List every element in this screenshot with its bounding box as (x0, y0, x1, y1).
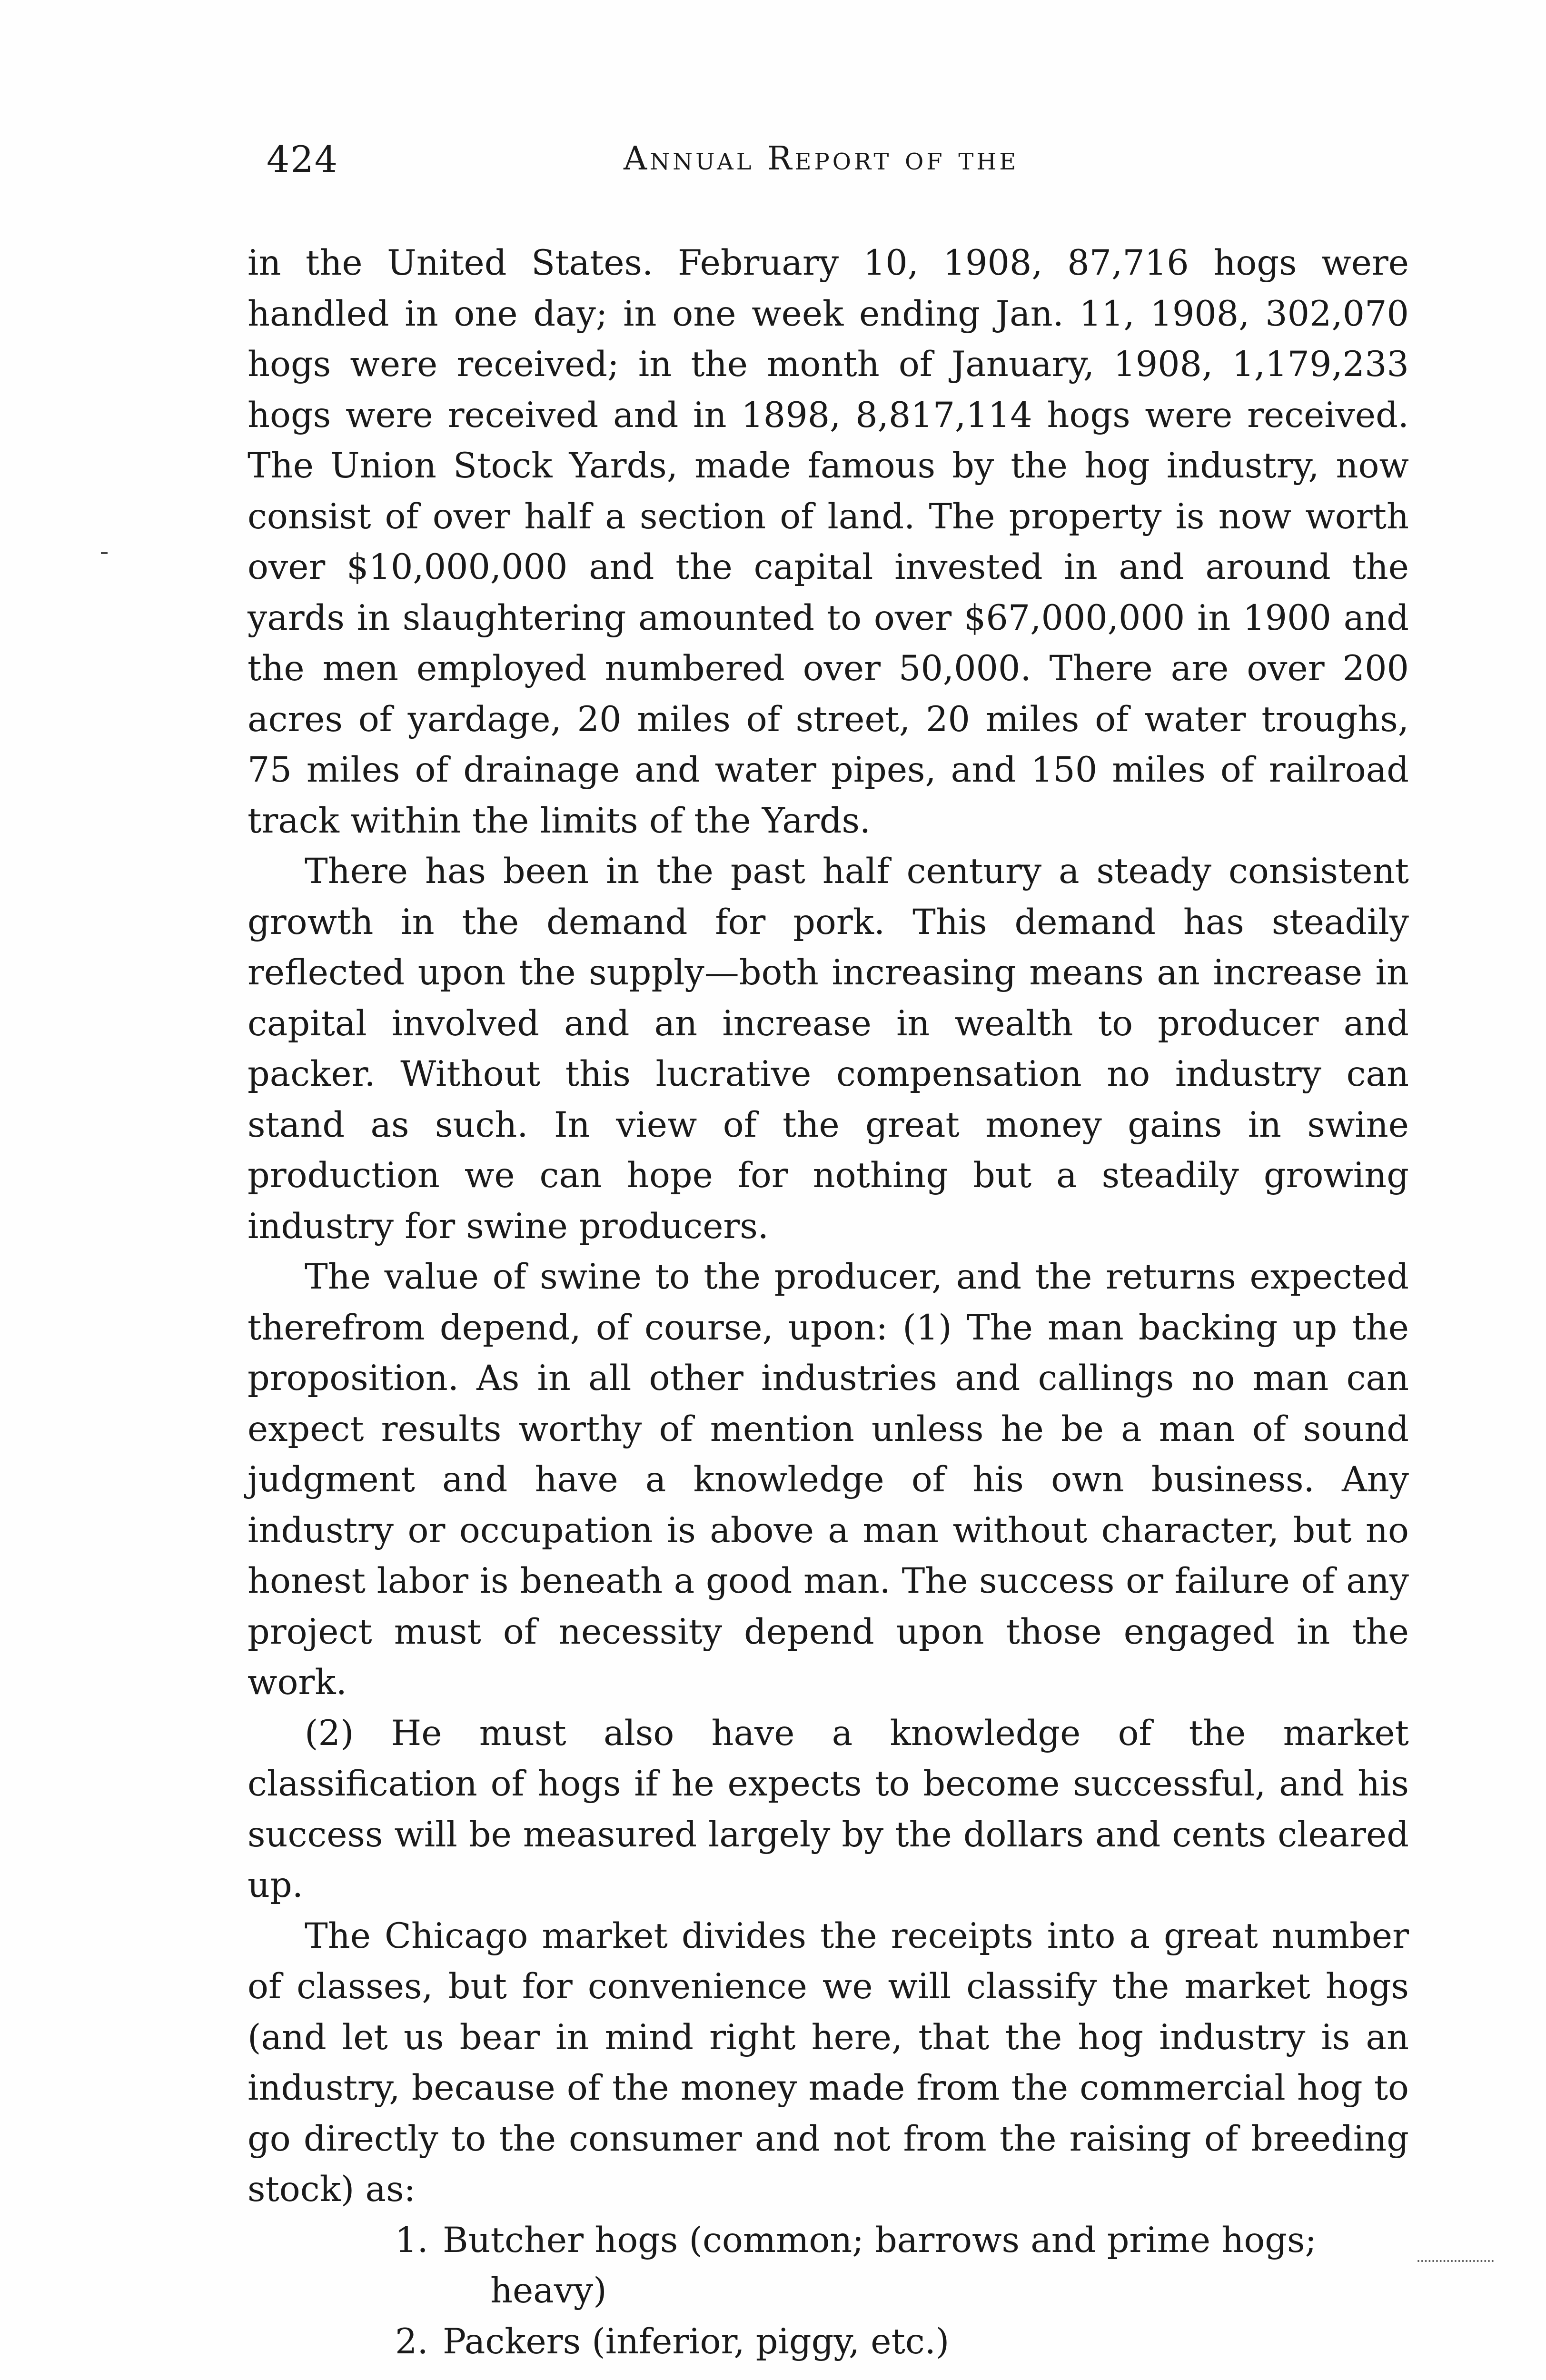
margin-mark (101, 552, 108, 554)
running-head-title: Annual Report of the (624, 140, 1019, 178)
list-item-text (443, 2317, 1409, 2368)
list-item (248, 2215, 1409, 2317)
list-item-continuation: heavy) (490, 2271, 607, 2311)
page-number: 424 (267, 138, 339, 180)
body-text (248, 238, 1409, 2367)
list-item (248, 2317, 1409, 2368)
running-head (267, 138, 1418, 190)
list-item-line: Butcher hogs (common; barrows and prime hogs; (443, 2220, 1317, 2261)
list-item-number: 1. (395, 2220, 428, 2261)
hog-classification-list (248, 2215, 1409, 2368)
paragraph-chicago-market: The Chicago market divides the receipts into a great number of classes, but for convenience we will classify the market hogs (and let us bear in mind right here, that the hog industry is an industry, because of the money made from the commercial hog to go directly to the consumer and not from the raising of breeding stock) as: (248, 1915, 1409, 2210)
scan-smudge (1417, 2260, 1494, 2264)
paragraph-union-stock-yards: in the United States. February 10, 1908, 87,716 hogs were handled in one day; in one week ending Jan. 11, 1908, 302,070 hogs were received; in the month of January, 1908, 1,179,233 hogs were received and in 1898, 8,817,114 hogs were received. The Union Stock Yards, made famous by the hog industry, now consist of over half a section of land. The property is now worth over $10,000,000 and the capital invested in and around the yards in slaughtering amounted to over $67,000,000 in 1900 and the men employed numbered over 50,000. There are over 200 acres of yardage, 20 miles of street, 20 miles of water troughs, 75 miles of drainage and water pipes, and 150 miles of railroad track within the limits of the Yards. (248, 243, 1409, 841)
list-item-number: 2. (395, 2321, 428, 2362)
list-item-line: Packers (inferior, piggy, etc.) (443, 2321, 950, 2362)
list-item-text (443, 2215, 1409, 2317)
paragraph-market-classification: (2) He must also have a knowledge of the market classification of hogs if he expects to become successful, and his success will be measured largely by the dollars and cents cleared up. (248, 1713, 1409, 1905)
paragraph-demand-for-pork: There has been in the past half century a steady consistent growth in the demand for pork. This demand has steadily reflected upon the supply—both increasing means an increase in capital involved and an increase in wealth to producer and packer. Without this lucrative compensation no industry can stand as such. In view of the great money gains in swine production we can hope for nothing but a steadily growing industry for swine producers. (248, 851, 1409, 1247)
paragraph-value-of-swine: The value of swine to the producer, and the returns expected therefrom depend, of course, upon: (1) The man backing up the proposition. As in all other industries and callings no man can expect results worthy of mention unless he be a man of sound judgment and have a knowledge of his own business. Any industry or occupation is above a man without character, but no honest labor is beneath a good man. The success or failure of any project must of necessity depend upon those engaged in the work. (248, 1257, 1409, 1703)
